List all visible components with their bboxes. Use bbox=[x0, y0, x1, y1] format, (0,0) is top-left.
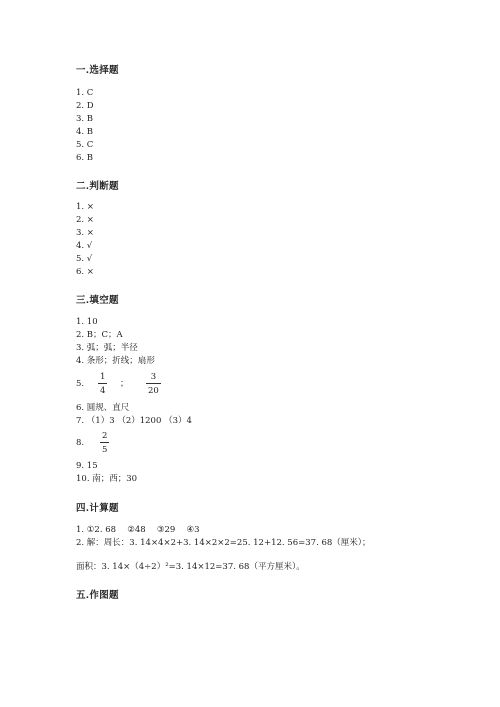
fraction-numerator: 2 bbox=[102, 431, 108, 441]
list-item: 10. 南；西；30 bbox=[76, 474, 138, 484]
fraction bbox=[100, 431, 109, 455]
list-item: 1. ①2. 68 ②48 ③29 ④3 bbox=[76, 525, 200, 535]
list-item: 5. √ bbox=[76, 254, 93, 264]
list-item: 2. B；C；A bbox=[76, 330, 123, 340]
list-item: 面积：3. 14×（4÷2）²=3. 14×12=37. 68（平方厘米）。 bbox=[76, 562, 305, 572]
list-item: 2. × bbox=[76, 215, 94, 225]
fraction-denominator: 4 bbox=[100, 386, 106, 396]
list-item: 4. 条形；折线；扇形 bbox=[76, 356, 155, 366]
section-title-drawing: 五.作图题 bbox=[76, 590, 119, 601]
list-item: 3. 弧；弧；半径 bbox=[76, 343, 138, 353]
list-item: 2. D bbox=[76, 101, 94, 111]
list-item: 3. B bbox=[76, 114, 94, 124]
fraction-denominator: 20 bbox=[148, 386, 159, 396]
section-title-calc: 四.计算题 bbox=[76, 503, 119, 514]
list-item: 1. 10 bbox=[76, 317, 98, 327]
section-title-judge: 二.判断题 bbox=[76, 181, 119, 192]
fraction-bar bbox=[146, 383, 161, 384]
section-title-choice: 一.选择题 bbox=[76, 65, 119, 76]
fraction bbox=[146, 372, 161, 396]
fraction-bar bbox=[98, 383, 107, 384]
q5-label: 5. bbox=[76, 379, 85, 389]
list-item: 6. 圆规、直尺 bbox=[76, 403, 130, 413]
fraction-numerator: 1 bbox=[100, 372, 106, 382]
list-item: 6. × bbox=[76, 267, 94, 277]
fraction-numerator: 3 bbox=[150, 372, 157, 382]
list-item: 6. B bbox=[76, 153, 94, 163]
list-item: 3. × bbox=[76, 228, 94, 238]
section-title-fill: 三.填空题 bbox=[76, 295, 119, 306]
fraction-denominator: 5 bbox=[102, 445, 108, 455]
q8-label: 8. bbox=[76, 438, 85, 448]
list-item: 1. × bbox=[76, 202, 94, 212]
list-item: 4. √ bbox=[76, 241, 93, 251]
list-item: 1. C bbox=[76, 88, 94, 98]
list-item: 4. B bbox=[76, 127, 94, 137]
list-item: 9. 15 bbox=[76, 461, 98, 471]
list-item: 5. C bbox=[76, 140, 94, 150]
fraction bbox=[98, 372, 107, 396]
list-item: 7. （1）3 （2）1200 （3）4 bbox=[76, 416, 192, 426]
list-item: 2. 解：周长：3. 14×4×2+3. 14×2×2=25. 12+12. 56=37. 68（厘米）； bbox=[76, 538, 371, 548]
separator: ； bbox=[120, 379, 129, 389]
fraction-bar bbox=[100, 442, 109, 443]
